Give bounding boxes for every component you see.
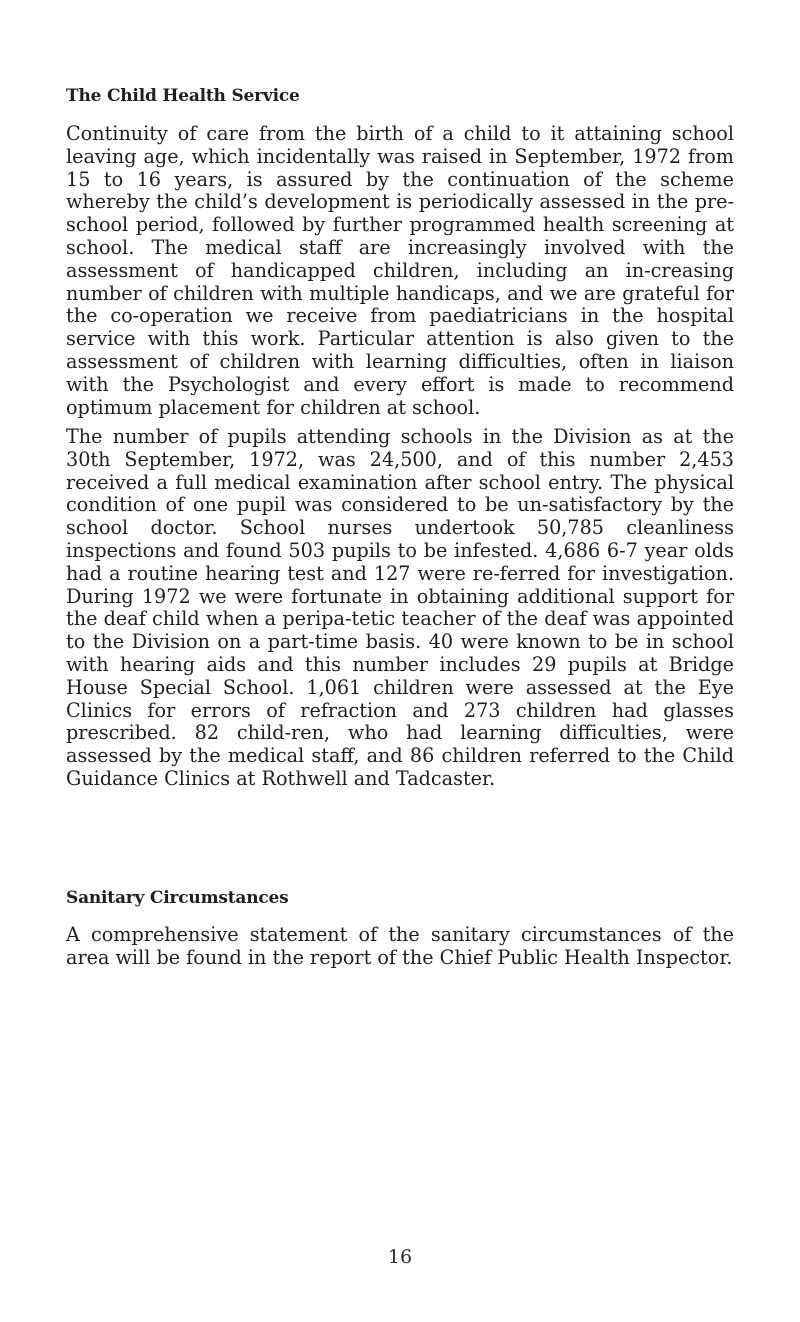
paragraph-pupil-statistics: The number of pupils attending schools in the Division as at the 30th September, 1972, was 24,500, and of this number 2,453 received a full medical examination after school entry. The physical condition of one pupil was considered to be un-satisfactory by the school doctor. School nurses undertook 50,785 cleanliness inspections and found 503 pupils to be infested. 4,686 6-7 year olds had a routine hearing test and 127 were re-ferred for investigation. During 1972 we were fortunate in obtaining additional support for the deaf child when a peripa-tetic teacher of the deaf was appointed to the Division on a part-time basis. 40 were known to be in school with hearing aids and this number includes 29 pupils at Bridge House Special School. 1,061 children were assessed at the Eye Clinics for errors of refraction and 273 children had glasses prescribed. 82 child-ren, who had learning difficulties, were assessed by the medical staff, and 86 children referred to the Child Guidance Clinics at Rothwell and Tadcaster. — [66, 425, 734, 790]
paragraph-sanitary-statement: A comprehensive statement of the sanitary circumstances of the area will be found in the report of the Chief Public Health Inspector. — [66, 923, 734, 969]
section-heading-sanitary-circumstances: Sanitary Circumstances — [66, 888, 289, 908]
section-heading-child-health-service: The Child Health Service — [66, 86, 300, 106]
paragraph-continuity-of-care: Continuity of care from the birth of a child to it attaining school leaving age, which incidentally was raised in September, 1972 from 15 to 16 years, is assured by the continuation of the scheme whereby the child’s development is periodically assessed in the pre-school period, followed by further programmed health screening at school. The medical staff are increasingly involved with the assessment of handicapped children, including an in-creasing number of children with multiple handicaps, and we are grateful for the co-operation we receive from paediatricians in the hospital service with this work. Particular attention is also given to the assessment of children with learning difficulties, often in liaison with the Psychologist and every effort is made to recommend optimum placement for children at school. — [66, 122, 734, 419]
page-number: 16 — [387, 1246, 413, 1268]
